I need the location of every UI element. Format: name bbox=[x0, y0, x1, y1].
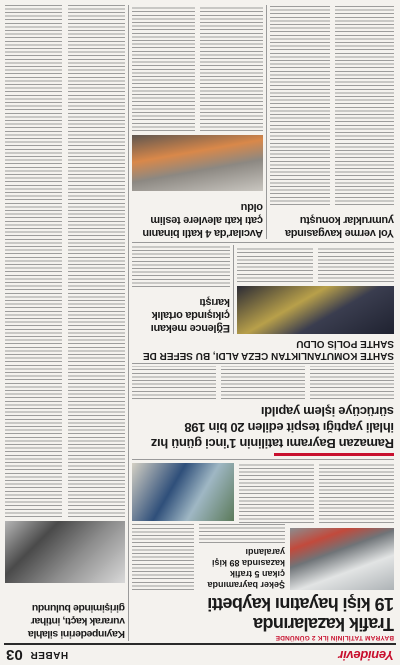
fake-police-story-headline: SAHTE KOMUTANLIKTAN CEZA ALDI, BU SEFER DE SAHTE POLİS OLDU bbox=[142, 338, 394, 361]
body-text-column bbox=[199, 524, 285, 543]
newspaper-logo: Yenidevir bbox=[338, 648, 394, 663]
column-rule bbox=[128, 5, 129, 641]
section-label: HABER bbox=[30, 649, 69, 660]
body-text-column bbox=[318, 246, 394, 282]
body-text-column bbox=[5, 5, 62, 517]
main-story-kicker: BAYRAM TATİLİNİN İLK 2 GÜNÜNDE bbox=[275, 634, 394, 641]
body-text-column bbox=[132, 5, 195, 131]
body-text-column bbox=[221, 366, 305, 399]
body-text-column bbox=[200, 5, 263, 131]
body-text-column bbox=[319, 463, 394, 523]
story-divider bbox=[132, 363, 394, 364]
body-text-column bbox=[132, 524, 194, 590]
page-number: 03 bbox=[6, 646, 23, 663]
photo-right-story bbox=[5, 521, 125, 583]
body-text-column bbox=[335, 5, 394, 205]
story-divider bbox=[132, 459, 394, 460]
body-text-column bbox=[239, 463, 314, 523]
fire-story-headline: Avcılar'da 4 katlı binanın çatı katı alevlere teslim oldu bbox=[142, 201, 263, 239]
photo-building-fire bbox=[132, 135, 263, 191]
speed-story-headline: Ramazan Bayramı tatilinin 1'inci günü hız ihlali yaptığı tespit edilen 20 bin 198 sürücüye işlem yapıldı bbox=[151, 404, 394, 451]
photo-night-scene bbox=[237, 286, 394, 334]
body-text-column bbox=[237, 246, 313, 282]
body-text-column bbox=[68, 5, 125, 517]
body-text-column bbox=[132, 366, 216, 399]
right-story-headline: Kayınpederini silahla vurarak kaçtı, intihar girişiminde bulundu bbox=[28, 602, 125, 640]
body-text-column bbox=[132, 246, 230, 287]
main-headline-line-1: Trafik kazalarında bbox=[253, 614, 394, 634]
main-story-headline bbox=[132, 592, 394, 634]
photo-crash-scene bbox=[290, 528, 394, 590]
photo-traffic-police bbox=[132, 463, 234, 521]
column-rule bbox=[233, 245, 234, 334]
body-text-column bbox=[310, 366, 394, 399]
main-story-subdeck: Şeker bayramında çıkan 5 trafik kazasında 89 kişi yaralandı bbox=[207, 547, 285, 590]
story-kicker-bar bbox=[274, 453, 394, 456]
header-rule bbox=[4, 644, 396, 646]
body-text-column bbox=[270, 5, 330, 205]
road-fight-story-headline: Yol verme kavgasında yumruklar konuştu bbox=[285, 214, 394, 239]
story-divider bbox=[132, 242, 394, 243]
column-rule bbox=[266, 5, 267, 239]
club-story-headline: Eğlence mekanı çıkışında ortalık karıştı bbox=[151, 296, 230, 334]
main-headline-line-2: 19 kişi hayatını kaybetti bbox=[207, 594, 394, 614]
